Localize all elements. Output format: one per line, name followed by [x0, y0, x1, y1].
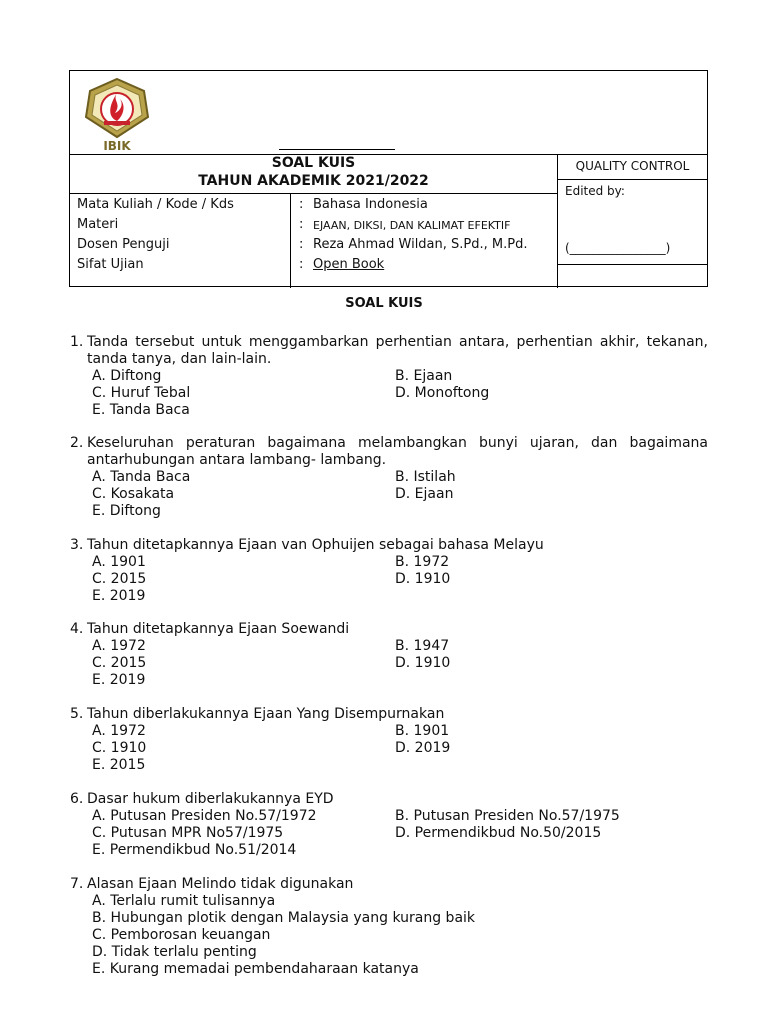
info-value-exam-type: Open Book [313, 257, 385, 272]
academic-year: TAHUN AKADEMIK 2021/2022 [198, 173, 429, 189]
question-2 [70, 435, 708, 521]
question-number: 2. [70, 435, 84, 451]
question-number: 4. [70, 621, 84, 637]
option-b: B. Hubungan plotik dengan Malaysia yang kurang baik [92, 910, 476, 926]
question-text: Keseluruhan peraturan bagaimana melambangkan bunyi ujaran, dan bagaimana antarhubungan antara lambang- lambang. [87, 435, 708, 468]
question-text: Alasan Ejaan Melindo tidak digunakan [87, 876, 354, 892]
option-a: A. Putusan Presiden No.57/1972 [92, 808, 317, 824]
option-c: C. 1910 [92, 740, 147, 756]
option-c: C. Huruf Tebal [92, 385, 191, 401]
option-d: D. 1910 [395, 571, 451, 587]
info-label-exam-type: Sifat Ujian [77, 257, 144, 272]
info-label-examiner: Dosen Penguji [77, 237, 170, 252]
option-d: D. Permendikbud No.50/2015 [395, 825, 602, 841]
option-e: E. Permendikbud No.51/2014 [92, 842, 297, 858]
option-e: E. 2015 [92, 757, 146, 773]
option-a: A. Terlalu rumit tulisannya [92, 893, 276, 909]
qc-divider-bottom [558, 264, 707, 265]
option-a: A. 1901 [92, 554, 146, 570]
info-value-course: Bahasa Indonesia [313, 197, 428, 212]
question-5 [70, 706, 708, 776]
question-number: 6. [70, 791, 84, 807]
option-c: C. Pemborosan keuangan [92, 927, 271, 943]
info-colon: : [299, 257, 304, 272]
question-4 [70, 621, 708, 691]
option-e: E. Diftong [92, 503, 161, 519]
question-number: 3. [70, 537, 84, 553]
question-text: Dasar hukum diberlakukannya EYD [87, 791, 334, 807]
header-info-area [70, 155, 557, 288]
exam-header-table [69, 70, 708, 287]
option-a: A. 1972 [92, 723, 146, 739]
option-e: E. Kurang memadai pembendaharaan katanya [92, 961, 419, 977]
question-text: Tahun ditetapkannya Ejaan Soewandi [87, 621, 350, 637]
header-underline [279, 149, 395, 150]
quality-control-box [558, 155, 707, 288]
option-d: D. Tidak terlalu penting [92, 944, 257, 960]
info-label-course: Mata Kuliah / Kode / Kds [77, 197, 234, 212]
question-6 [70, 791, 708, 861]
section-title: SOAL KUIS [345, 296, 423, 311]
info-colon: : [299, 237, 304, 252]
logo-text: IBIK [103, 139, 131, 153]
option-c: C. 2015 [92, 571, 147, 587]
qc-divider-top [558, 179, 707, 180]
info-label-material: Materi [77, 217, 119, 232]
qc-title: QUALITY CONTROL [575, 159, 690, 173]
option-d: D. 2019 [395, 740, 451, 756]
info-colon: : [299, 197, 304, 212]
label-divider [290, 193, 291, 288]
option-a: A. 1972 [92, 638, 146, 654]
option-c: C. 2015 [92, 655, 147, 671]
question-number: 7. [70, 876, 84, 892]
option-a: A. Tanda Baca [92, 469, 191, 485]
option-c: C. Kosakata [92, 486, 175, 502]
qc-signature: (________________) [565, 241, 671, 255]
option-b: B. 1901 [395, 723, 450, 739]
option-d: D. Ejaan [395, 486, 454, 502]
question-7 [70, 876, 708, 980]
title-divider [70, 193, 557, 194]
info-colon: : [299, 217, 304, 232]
option-b: B. Ejaan [395, 368, 453, 384]
option-b: B. 1972 [395, 554, 450, 570]
option-b: B. Istilah [395, 469, 456, 485]
option-d: D. 1910 [395, 655, 451, 671]
info-value-material: EJAAN, DIKSI, DAN KALIMAT EFEKTIF [313, 219, 511, 232]
question-1 [70, 334, 708, 420]
option-d: D. Monoftong [395, 385, 490, 401]
qc-edited-by: Edited by: [565, 184, 625, 198]
question-text: Tanda tersebut untuk menggambarkan perhentian antara, perhentian akhir, tekanan, tanda tanya, dan lain-lain. [87, 334, 708, 367]
question-text: Tahun ditetapkannya Ejaan van Ophuijen sebagai bahasa Melayu [87, 537, 544, 553]
option-e: E. Tanda Baca [92, 402, 190, 418]
question-number: 5. [70, 706, 84, 722]
option-b: B. 1947 [395, 638, 450, 654]
header-logo-row [70, 71, 707, 155]
question-3 [70, 537, 708, 607]
question-number: 1. [70, 334, 84, 350]
option-e: E. 2019 [92, 588, 146, 604]
ibik-logo [82, 77, 152, 153]
info-value-examiner: Reza Ahmad Wildan, S.Pd., M.Pd. [313, 237, 528, 252]
question-text: Tahun diberlakukannya Ejaan Yang Disempurnakan [87, 706, 445, 722]
exam-title: SOAL KUIS [271, 155, 356, 171]
option-e: E. 2019 [92, 672, 146, 688]
option-c: C. Putusan MPR No57/1975 [92, 825, 284, 841]
option-b: B. Putusan Presiden No.57/1975 [395, 808, 620, 824]
option-a: A. Diftong [92, 368, 162, 384]
ibik-emblem-icon [82, 77, 152, 139]
